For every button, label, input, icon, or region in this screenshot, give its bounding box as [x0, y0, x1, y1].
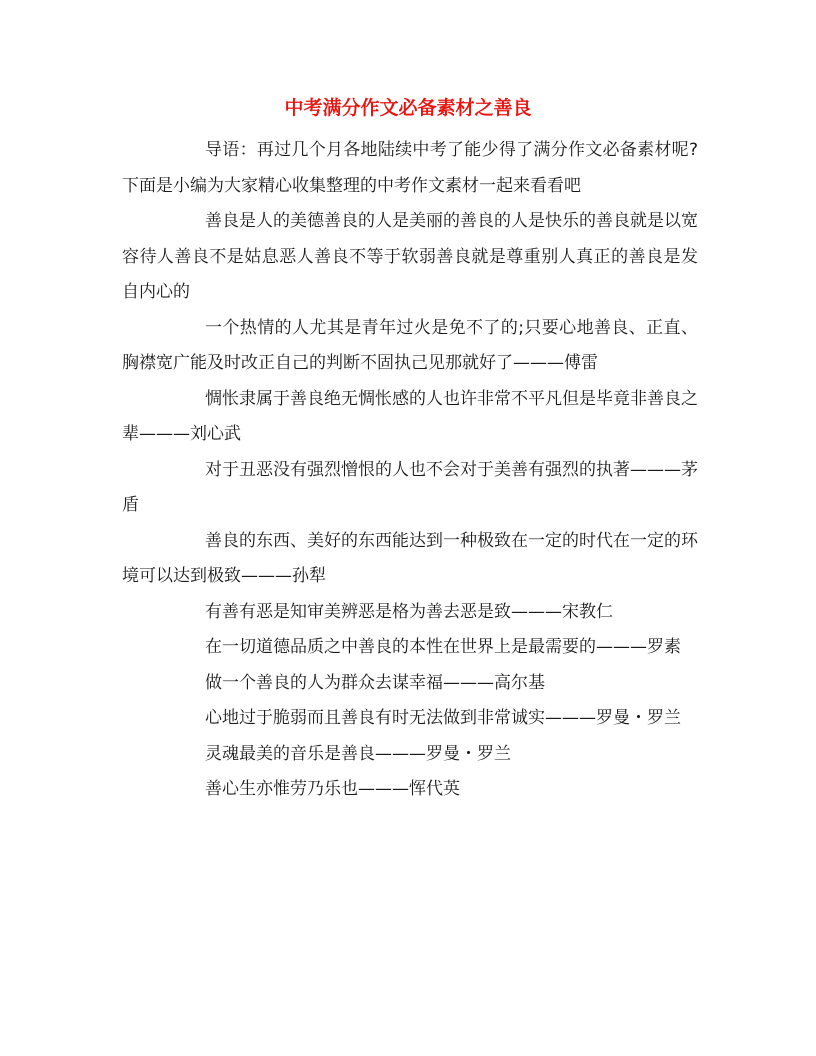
- paragraph-quote-fu-lei: 一个热情的人尤其是青年过火是免不了的;只要心地善良、正直、胸襟宽广能及时改正自己的判断不固执己见那就好了———傅雷: [122, 317, 698, 373]
- paragraph-intro: 导语：再过几个月各地陆续中考了能少得了满分作文必备素材呢?下面是小编为大家精心收集整理的中考作文素材一起来看看吧: [122, 140, 698, 196]
- paragraph-quote-sun-li: 善良的东西、美好的东西能达到一种极致在一定的时代在一定的环境可以达到极致———孙犁: [122, 530, 698, 586]
- paragraph-quote-mao-dun: 对于丑恶没有强烈憎恨的人也不会对于美善有强烈的执著———茅盾: [122, 459, 698, 515]
- paragraph-quote-song-jiaoren: 有善有恶是知审美辨恶是格为善去恶是致———宋教仁: [205, 601, 613, 622]
- paragraph-quote-rolland-1: 心地过于脆弱而且善良有时无法做到非常诚实———罗曼・罗兰: [205, 708, 681, 728]
- paragraph-quote-gorky: 做一个善良的人为群众去谋幸福———高尔基: [205, 672, 545, 693]
- paragraph-quote-rolland-2: 灵魂最美的音乐是善良———罗曼・罗兰: [205, 743, 511, 764]
- document-title: 中考满分作文必备素材之善良: [284, 97, 532, 119]
- paragraph-quote-yun-daiying: 善心生亦惟劳乃乐也———恽代英: [205, 779, 460, 799]
- paragraph-quote-russell: 在一切道德品质之中善良的本性在世界上是最需要的———罗素: [205, 637, 681, 657]
- paragraph-kindness-definition: 善良是人的美德善良的人是美丽的善良的人是快乐的善良就是以宽容待人善良不是姑息恶人善良不等于软弱善良就是尊重别人真正的善良是发自内心的: [122, 211, 698, 302]
- paragraph-quote-liu-xinwu: 惆怅隶属于善良绝无惆怅感的人也许非常不平凡但是毕竟非善良之辈———刘心武: [122, 388, 698, 444]
- document-body: [122, 133, 698, 808]
